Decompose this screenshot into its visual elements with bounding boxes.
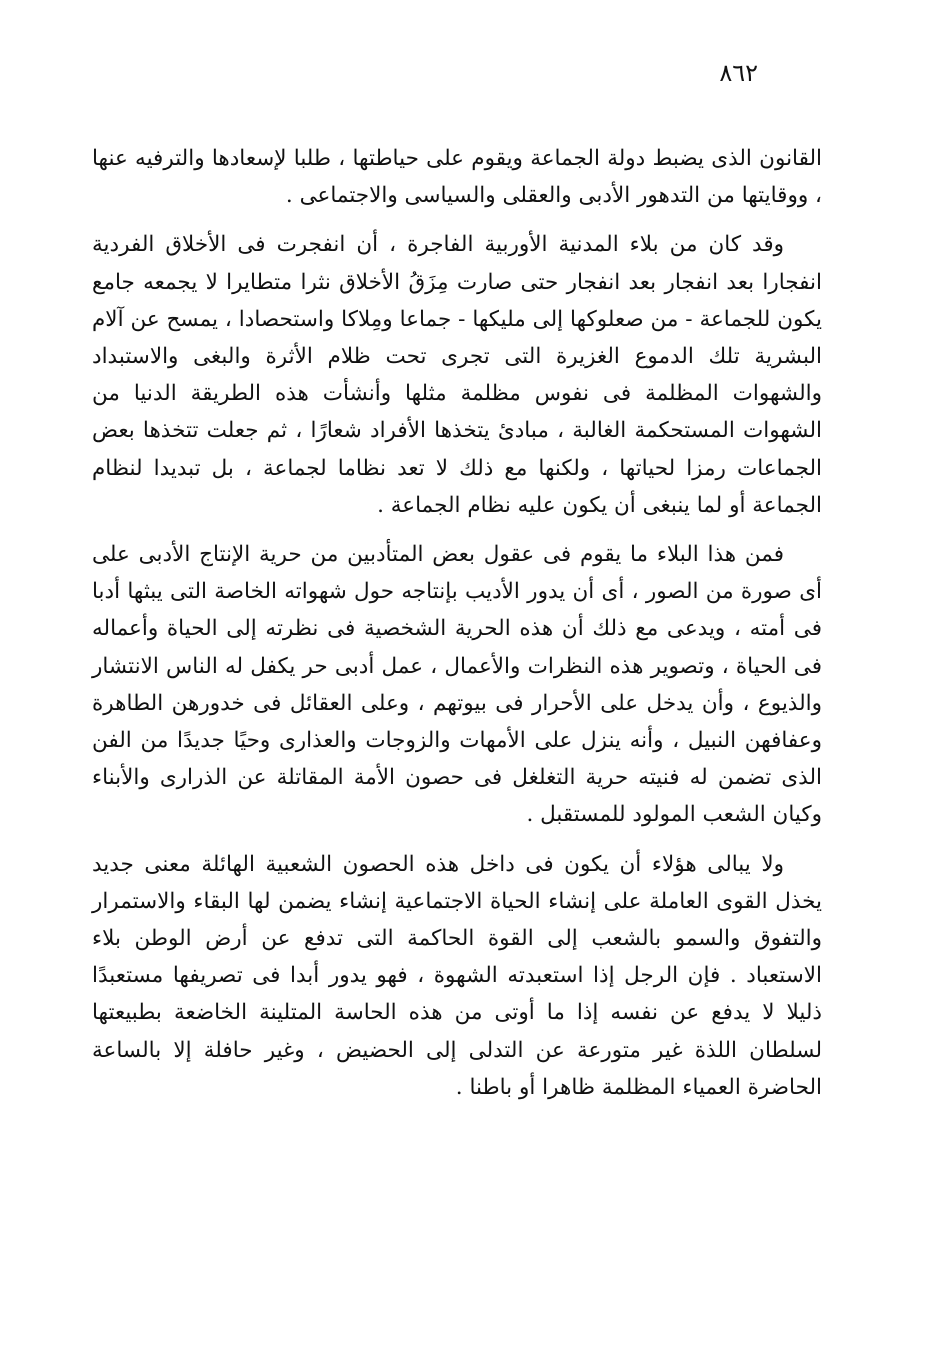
paragraph-2: وقد كان من بلاء المدنية الأوربية الفاجرة ، أن انفجرت فى الأخلاق الفردية انفجارا بعد انفجار بعد انفجار حتى صارت مِزَقُ الأخلاق نثرا متطايرا لا يجمعه جامع يكون للجماعة - من صعلوكها إلى مليكها - جماعا ومِلاكا واستحصادا ، يمسح عن آلام البشرية تلك الدموع الغزيرة التى تجرى تحت ظلام الأثرة والبغى والاستبداد والشهوات المظلمة فى نفوس مظلمة مثلها وأنشأت هذه الطريقة الدنيا من الشهوات المستحكمة الغالبة ، مبادئ يتخذها الأفراد شعارًا ، ثم جعلت تتخذها بعض الجماعات رمزا لحياتها ، ولكنها مع ذلك لا تعد نظاما لجماعة ، بل تبديدا لنظام الجماعة أو لما ينبغى أن يكون عليه نظام الجماعة . xyxy=(92,232,822,518)
page-number: ٨٦٢ xyxy=(719,59,758,87)
paragraph-4: ولا يبالى هؤلاء أن يكون فى داخل هذه الحصون الشعبية الهائلة معنى جديد يخذل القوى العاملة على إنشاء الحياة الاجتماعية إنشاء يضمن لها البقاء والاستمرار والتفوق والسمو بالشعب إلى القوة الحاكمة التى تدفع عن أرض الوطن بلاء الاستعباد . فإن الرجل إذا استعبدته الشهوة ، فهو يدور أبدا فى تصريفها مستعبدًا ذليلا لا يدفع عن نفسه إذا ما أوتى من هذه الحاسة المتلينة الخاضعة بطبيعتها لسلطان اللذة غير متورعة عن التدلى إلى الحضيض ، وغير حافلة إلا بالساعة الحاضرة العمياء المظلمة ظاهرا أو باطنا . xyxy=(92,851,822,1100)
paragraph-3: فمن هذا البلاء ما يقوم فى عقول بعض المتأدبين من حرية الإنتاج الأدبى على أى صورة من الصور ، أى أن يدور الأديب بإنتاجه حول شهواته الخاصة التى يبثها أدبا فى أمته ، ويدعى مع ذلك أن هذه الحرية الشخصية فى نظرته إلى الحياة وأعماله فى الحياة ، وتصوير هذه النظرات والأعمال ، عمل أدبى حر يكفل له الناس الانتشار والذيوع ، وأن يدخل على الأحرار فى بيوتهم ، وعلى العقائل فى خدورهن الطاهرة وعفافهن النبيل ، وأنه ينزل على الأمهات والزوجات والعذارى وحيًا جديدًا من الفن الذى تضمن له فنيته حرية التغلغل فى حصون الأمة المقاتلة عن الذرارى والأبناء وكيان الشعب المولود للمستقبل . xyxy=(92,542,822,828)
body-text xyxy=(92,140,822,1118)
paragraph-1: القانون الذى يضبط دولة الجماعة ويقوم على حياطتها ، طلبا لإسعادها والترفيه عنها ، ووقايتها من التدهور الأدبى والعقلى والسياسى والاجتماعى . xyxy=(92,146,822,209)
